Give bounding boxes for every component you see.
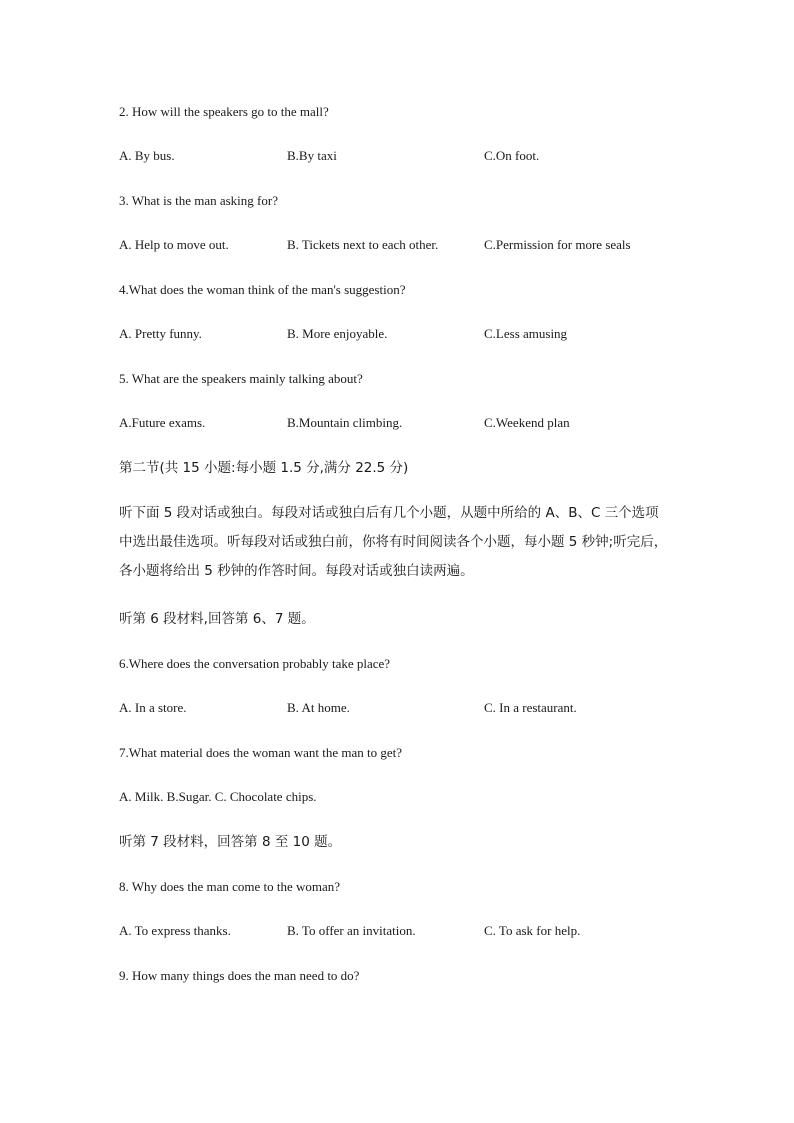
option-c: C.Less amusing: [484, 326, 568, 341]
question-stem: 7.What material does the woman want the man to get?: [119, 745, 403, 760]
option-b: B.Mountain climbing.: [287, 415, 403, 430]
instruction-line: 各小题将给出 5 秒钟的作答时间。每段对话或独白读两遍。: [119, 563, 474, 579]
option-c: C.On foot.: [484, 148, 540, 163]
option-c: C. To ask for help.: [484, 923, 581, 938]
option-a: A. Help to move out.: [119, 237, 229, 252]
instruction-line: 中选出最佳选项。听每段对话或独白前，你将有时间阅读各个小题，每小题 5 秒钟;听完后，: [119, 534, 668, 550]
option-b: B. More enjoyable.: [287, 326, 388, 341]
option-b: B. To offer an invitation.: [287, 923, 416, 938]
section-heading: 第二节(共 15 小题:每小题 1.5 分,满分 22.5 分): [119, 460, 409, 476]
option-b: B. Tickets next to each other.: [287, 237, 439, 252]
option-a: A. To express thanks.: [119, 923, 231, 938]
question-stem: 8. Why does the man come to the woman?: [119, 879, 341, 894]
instruction-line: 听下面 5 段对话或独白。每段对话或独白后有几个小题，从题中所给的 A、B、C 三个选项: [119, 505, 659, 521]
option-b: B. At home.: [287, 700, 350, 715]
section-instructions: [119, 499, 679, 586]
option-a: A. By bus.: [119, 148, 175, 163]
question-stem: 9. How many things does the man need to do?: [119, 968, 360, 983]
options-line: A. Milk. B.Sugar. C. Chocolate chips.: [119, 789, 317, 804]
question-stem: 2. How will the speakers go to the mall?: [119, 104, 329, 119]
option-a: A. Pretty funny.: [119, 326, 202, 341]
question-stem: 4.What does the woman think of the man's suggestion?: [119, 282, 406, 297]
option-a: A. In a store.: [119, 700, 187, 715]
option-c: C. In a restaurant.: [484, 700, 577, 715]
material-header: 听第 6 段材料,回答第 6、7 题。: [119, 611, 315, 627]
question-stem: 5. What are the speakers mainly talking about?: [119, 371, 363, 386]
option-c: C.Permission for more seals: [484, 237, 631, 252]
question-stem: 6.Where does the conversation probably take place?: [119, 656, 391, 671]
material-header: 听第 7 段材料，回答第 8 至 10 题。: [119, 834, 342, 850]
question-stem: 3. What is the man asking for?: [119, 193, 278, 208]
option-c: C.Weekend plan: [484, 415, 570, 430]
option-a: A.Future exams.: [119, 415, 206, 430]
option-b: B.By taxi: [287, 148, 337, 163]
